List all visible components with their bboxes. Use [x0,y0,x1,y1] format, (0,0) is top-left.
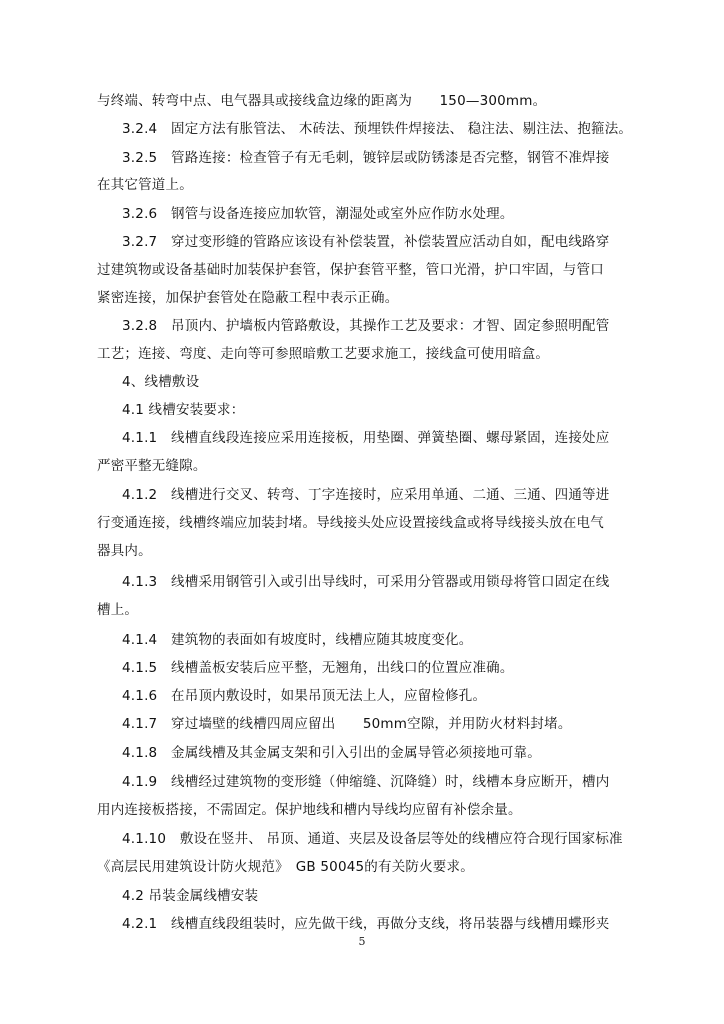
text-line: 4.1.8 金属线槽及其金属支架和引入引出的金属导管必须接地可靠。 [122,745,541,761]
text-line: 4.1.10 敷设在竖井、 吊顶、通道、夹层及设备层等处的线槽应符合现行国家标准 [122,831,623,847]
text-line: 4.1.6 在吊顶内敷设时，如果吊顶无法上人，应留检修孔。 [122,688,487,704]
text-line: 用内连接板搭接，不需固定。保护地线和槽内导线均应留有补偿余量。 [97,802,522,818]
text-line: 工艺；连接、弯度、走向等可参照暗敷工艺要求施工，接线盒可使用暗盒。 [97,346,550,362]
text-line: 4.1.1 线槽直线段连接应采用连接板，用垫圈、弹簧垫圈、螺母紧固，连接处应 [122,430,610,446]
text-line: 4.1.4 建筑物的表面如有坡度时，线槽应随其坡度变化。 [122,632,473,648]
text-line: 4.1.2 线槽进行交叉、转弯、丁字连接时，应采用单通、二通、三通、四通等进 [122,487,610,503]
text-line: 4.1.7 穿过墙壁的线槽四周应留出 50mm空隙，并用防火材料封堵。 [122,716,572,732]
text-line: 与终端、转弯中点、电气器具或接线盒边缘的距离为 150—300mm。 [97,93,547,109]
text-line: 在其它管道上。 [97,177,193,193]
text-line: 紧密连接，加保护套管处在隐蔽工程中表示正确。 [97,290,399,306]
text-line: 3.2.6 钢管与设备连接应加软管，潮湿处或室外应作防水处理。 [122,206,514,222]
text-line: 器具内。 [97,543,152,559]
text-line: 过建筑物或设备基础时加装保护套管，保护套管平整，管口光滑，护口牢固，与管口 [97,262,604,278]
text-line: 4.1.5 线槽盖板安装后应平整，无翘角，出线口的位置应准确。 [122,660,514,676]
text-line: 4.1.9 线槽经过建筑物的变形缝（伸缩缝、沉降缝）时，线槽本身应断开，槽内 [122,774,610,790]
page-number: 5 [358,935,366,948]
text-line: 行变通连接，线槽终端应加装封堵。导线接头处应设置接线盒或将导线接头放在电气 [97,515,604,531]
text-line: 4.2.1 线槽直线段组装时，应先做干线，再做分支线，将吊装器与线槽用蝶形夹 [122,916,610,932]
text-line: 《高层民用建筑设计防火规范》 GB 50045的有关防火要求。 [97,859,474,875]
text-line: 3.2.8 吊顶内、护墙板内管路敷设，其操作工艺及要求：才智、固定参照明配管 [122,318,610,334]
text-line: 3.2.5 管路连接：检查管子有无毛刺，镀锌层或防锈漆是否完整，钢管不准焊接 [122,150,610,166]
text-line: 严密平整无缝隙。 [97,458,207,474]
subsection-heading: 4.1 线槽安装要求： [122,402,245,418]
text-line: 槽上。 [97,602,139,618]
text-line: 4.1.3 线槽采用钢管引入或引出导线时，可采用分管器或用锁母将管口固定在线 [122,574,610,590]
subsection-heading: 4.2 吊装金属线槽安装 [122,888,259,904]
section-heading: 4、线槽敷设 [122,374,200,390]
text-line: 3.2.4 固定方法有胀管法、 木砖法、预埋铁件焊接法、 稳注法、剔注法、抱箍法。 [122,121,633,137]
text-line: 3.2.7 穿过变形缝的管路应该设有补偿装置，补偿装置应活动自如，配电线路穿 [122,234,610,250]
